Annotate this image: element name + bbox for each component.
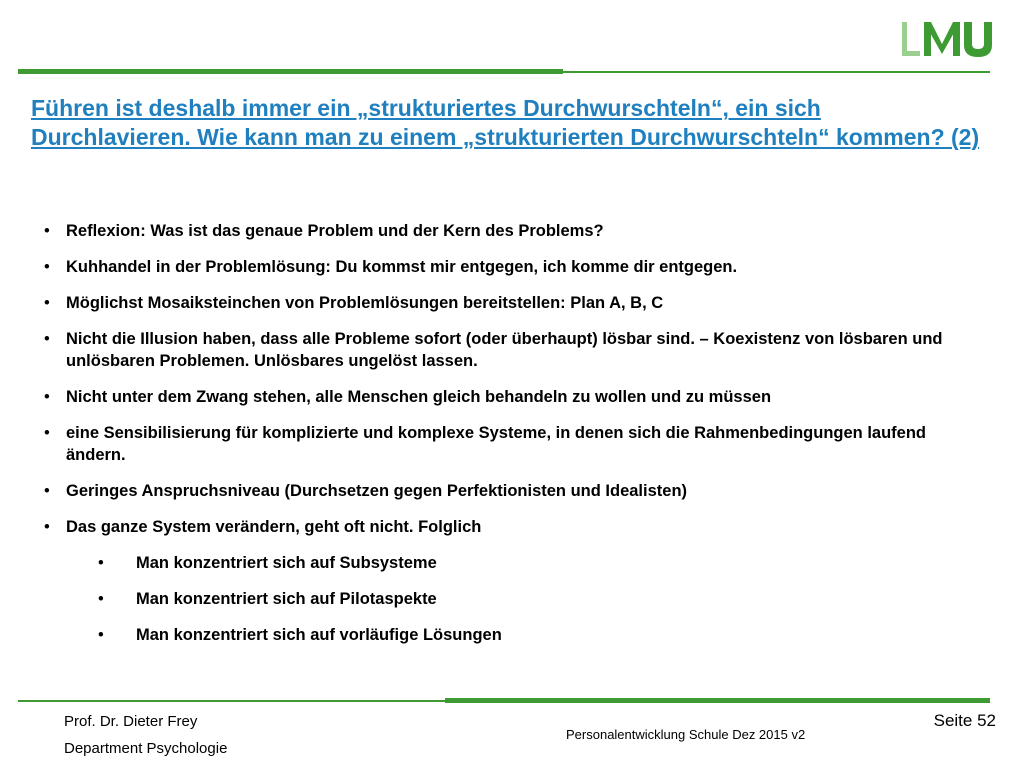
bullet-item (44, 386, 984, 408)
bullet-dot-icon: • (44, 330, 50, 348)
page-number: Seite 52 (933, 711, 996, 730)
bullet-dot-icon: • (44, 518, 50, 536)
bullet-dot-icon: • (98, 554, 104, 572)
header-rule-thin (563, 71, 990, 73)
header-rule-thick (18, 69, 563, 74)
bullet-text: Man konzentriert sich auf Pilotaspekte (136, 590, 437, 608)
bullet-item (44, 422, 984, 466)
bullet-dot-icon: • (44, 388, 50, 406)
slide-title: Führen ist deshalb immer ein „strukturiertes Durchwurschteln“, ein sich Durchlavieren. Wie kann man zu einem „strukturierten Durchwurschteln“ kommen? (2) (31, 95, 980, 150)
bullet-dot-icon: • (44, 424, 50, 442)
bullet-dot-icon: • (44, 258, 50, 276)
bullet-item (44, 480, 984, 502)
footer-presentation-info: Personalentwicklung Schule Dez 2015 v2 (566, 727, 806, 742)
bullet-dot-icon: • (44, 294, 50, 312)
bullet-text: Man konzentriert sich auf vorläufige Lösungen (136, 626, 502, 644)
bullet-text: Nicht unter dem Zwang stehen, alle Menschen gleich behandeln zu wollen und zu müssen (66, 388, 772, 406)
bullet-item (44, 292, 984, 314)
bullet-item (44, 220, 984, 242)
lmu-logo (900, 18, 994, 62)
footer-department: Department Psychologie (64, 740, 228, 757)
bullet-item (44, 516, 984, 538)
bullet-text: eine Sensibilisierung für komplizierte und komplexe Systeme, in denen sich die Rahmenbedingungen laufend ändern. (66, 424, 927, 464)
bullet-text: Kuhhandel in der Problemlösung: Du kommst mir entgegen, ich komme dir entgegen. (66, 258, 738, 276)
footer-rule-thick (445, 698, 990, 703)
footer-rule-thin (18, 700, 445, 702)
bullet-dot-icon: • (44, 222, 50, 240)
sub-bullet-item (44, 552, 984, 574)
bullet-item (44, 256, 984, 278)
bullet-text: Reflexion: Was ist das genaue Problem und der Kern des Problems? (66, 222, 604, 240)
bullet-list (44, 220, 984, 660)
bullet-item (44, 328, 984, 372)
bullet-text: Nicht die Illusion haben, dass alle Probleme sofort (oder überhaupt) lösbar sind. – Koexistenz von lösbaren und unlösbaren Problemen. Unlösbares ungelöst lassen. (66, 330, 943, 370)
footer-author: Prof. Dr. Dieter Frey (64, 713, 198, 730)
bullet-text: Das ganze System verändern, geht oft nicht. Folglich (66, 518, 482, 536)
sub-bullet-item (44, 624, 984, 646)
bullet-text: Möglichst Mosaiksteinchen von Problemlösungen bereitstellen: Plan A, B, C (66, 294, 664, 312)
sub-bullet-item (44, 588, 984, 610)
bullet-dot-icon: • (98, 590, 104, 608)
bullet-text: Geringes Anspruchsniveau (Durchsetzen gegen Perfektionisten und Idealisten) (66, 482, 688, 500)
bullet-text: Man konzentriert sich auf Subsysteme (136, 554, 437, 572)
bullet-dot-icon: • (98, 626, 104, 644)
bullet-dot-icon: • (44, 482, 50, 500)
